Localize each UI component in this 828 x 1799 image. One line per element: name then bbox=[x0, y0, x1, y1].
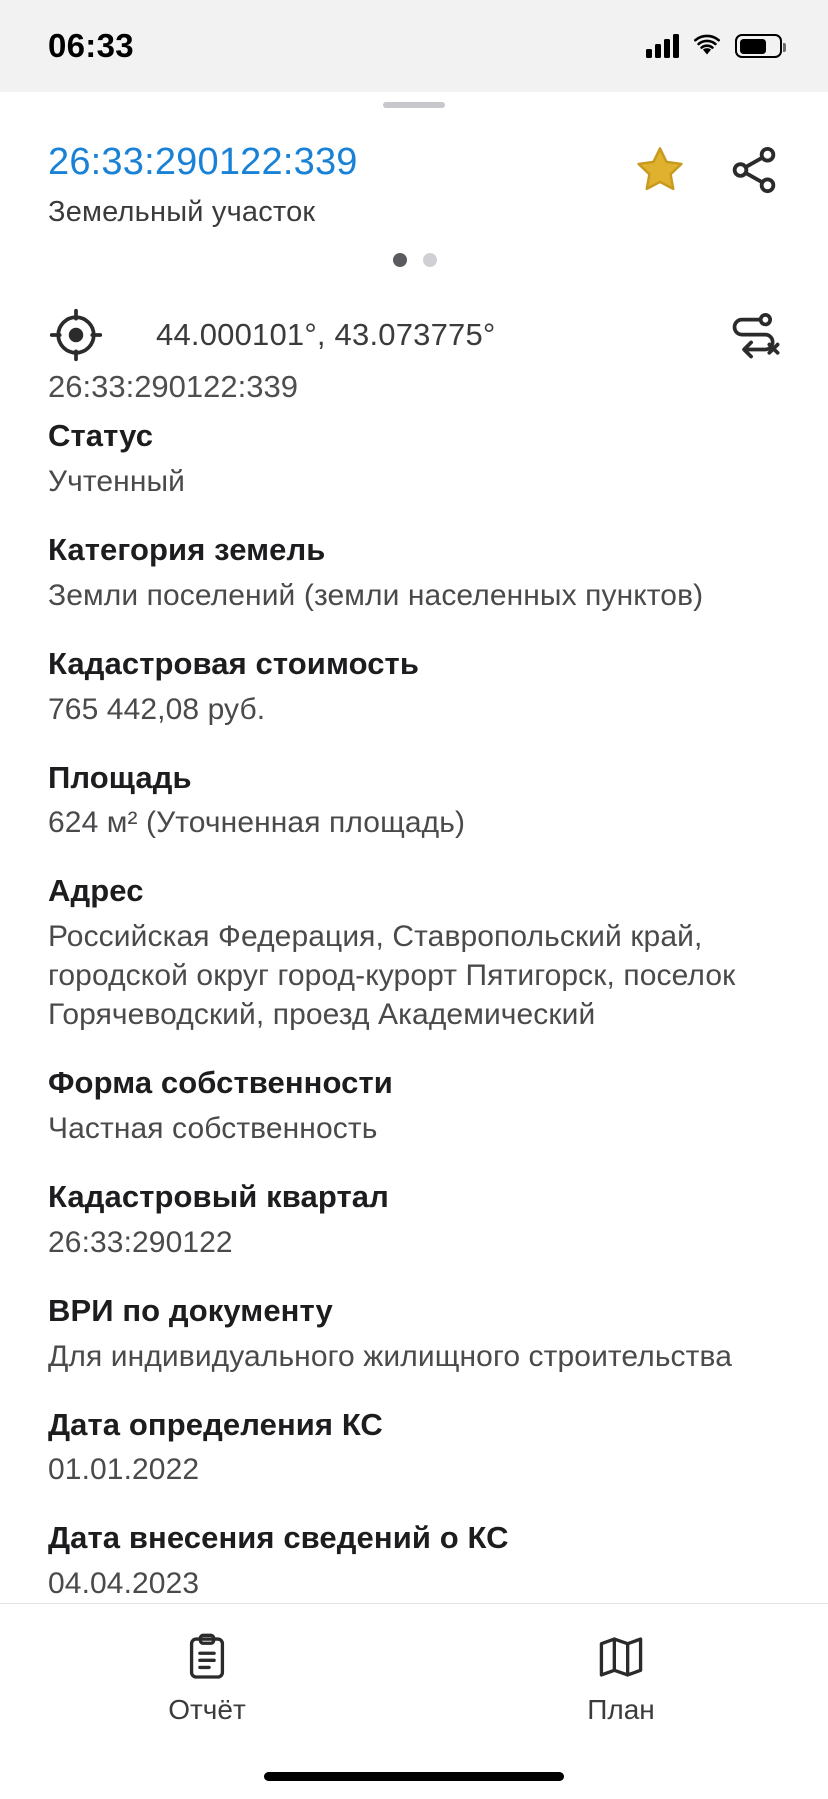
header-actions bbox=[632, 140, 782, 198]
field-value: 765 442,08 руб. bbox=[48, 692, 266, 726]
field-value: 01.01.2022 bbox=[48, 1453, 200, 1487]
route-cancel-button[interactable] bbox=[726, 307, 782, 363]
tab-plan[interactable] bbox=[414, 1604, 828, 1753]
carousel-dot-2[interactable] bbox=[423, 253, 437, 267]
sheet-drag-handle[interactable] bbox=[383, 102, 445, 108]
field-label: ВРИ по документу bbox=[48, 1292, 333, 1328]
detail-field-cadastral-value bbox=[48, 645, 782, 729]
field-value: 26:33:290122 bbox=[48, 1225, 233, 1259]
home-indicator-area bbox=[0, 1753, 828, 1799]
crosshair-target-icon[interactable] bbox=[48, 307, 104, 363]
field-label: Кадастровая стоимость bbox=[48, 645, 419, 681]
status-bar-indicators bbox=[646, 34, 782, 58]
detail-field-permitted-use bbox=[48, 1292, 782, 1376]
field-value: 04.04.2023 bbox=[48, 1567, 200, 1601]
field-value: 624 м² (Уточненная площадь) bbox=[48, 806, 466, 840]
map-plan-icon bbox=[595, 1632, 647, 1682]
home-indicator[interactable] bbox=[264, 1772, 564, 1781]
field-value: Земли поселений (земли населенных пунктов) bbox=[48, 578, 704, 612]
detail-field-ownership-form bbox=[48, 1064, 782, 1148]
object-header-row bbox=[48, 140, 782, 229]
carousel-dot-1[interactable] bbox=[393, 253, 407, 267]
field-value: Учтенный bbox=[48, 464, 186, 498]
detail-field-land-category bbox=[48, 531, 782, 615]
route-cancel-icon bbox=[725, 309, 783, 361]
field-value: Частная собственность bbox=[48, 1111, 378, 1145]
field-label: Дата определения КС bbox=[48, 1406, 383, 1442]
object-type-label: Земельный участок bbox=[48, 196, 316, 229]
detail-field-cadastral-quarter bbox=[48, 1178, 782, 1262]
detail-field-valuation-date bbox=[48, 1406, 782, 1490]
share-icon bbox=[727, 143, 781, 197]
coordinates-value[interactable]: 44.000101°, 43.073775° bbox=[156, 317, 496, 353]
tab-label: Отчёт bbox=[168, 1693, 246, 1725]
detail-field-status bbox=[48, 417, 782, 501]
cellular-signal-icon bbox=[646, 34, 679, 58]
field-label: Дата внесения сведений о КС bbox=[48, 1520, 509, 1556]
object-details-scroll[interactable] bbox=[0, 369, 828, 1603]
detail-field-valuation-entry-date bbox=[48, 1519, 782, 1603]
clipped-cadastral-number: 26:33:290122:339 bbox=[48, 369, 298, 405]
tab-label: План bbox=[587, 1693, 655, 1725]
field-label: Адрес bbox=[48, 873, 144, 909]
star-icon bbox=[632, 143, 688, 197]
clipboard-report-icon bbox=[182, 1632, 232, 1682]
battery-icon bbox=[735, 34, 782, 58]
field-label: Категория земель bbox=[48, 531, 326, 567]
object-titles bbox=[48, 140, 358, 229]
wifi-icon bbox=[691, 34, 723, 58]
tab-report[interactable] bbox=[0, 1604, 414, 1753]
field-value: Российская Федерация, Ставропольский край, городской округ город-курорт Пятигорск, поселок Горячеводский, проезд Академический bbox=[48, 920, 736, 1032]
detail-field-area bbox=[48, 759, 782, 843]
bottom-tab-bar bbox=[0, 1603, 828, 1753]
status-bar bbox=[0, 0, 828, 92]
favorite-button[interactable] bbox=[632, 142, 688, 198]
share-button[interactable] bbox=[726, 142, 782, 198]
carousel-page-dots[interactable] bbox=[48, 229, 782, 283]
object-header bbox=[0, 118, 828, 283]
field-label: Форма собственности bbox=[48, 1065, 393, 1101]
field-value: Для индивидуального жилищного строительства bbox=[48, 1339, 732, 1373]
cadastral-number[interactable]: 26:33:290122:339 bbox=[48, 141, 358, 183]
status-bar-time: 06:33 bbox=[48, 27, 134, 64]
field-label: Площадь bbox=[48, 759, 192, 795]
field-label: Статус bbox=[48, 418, 154, 454]
sheet-drag-handle-area[interactable] bbox=[0, 92, 828, 118]
detail-field-address bbox=[48, 872, 782, 1034]
field-label: Кадастровый квартал bbox=[48, 1178, 389, 1214]
